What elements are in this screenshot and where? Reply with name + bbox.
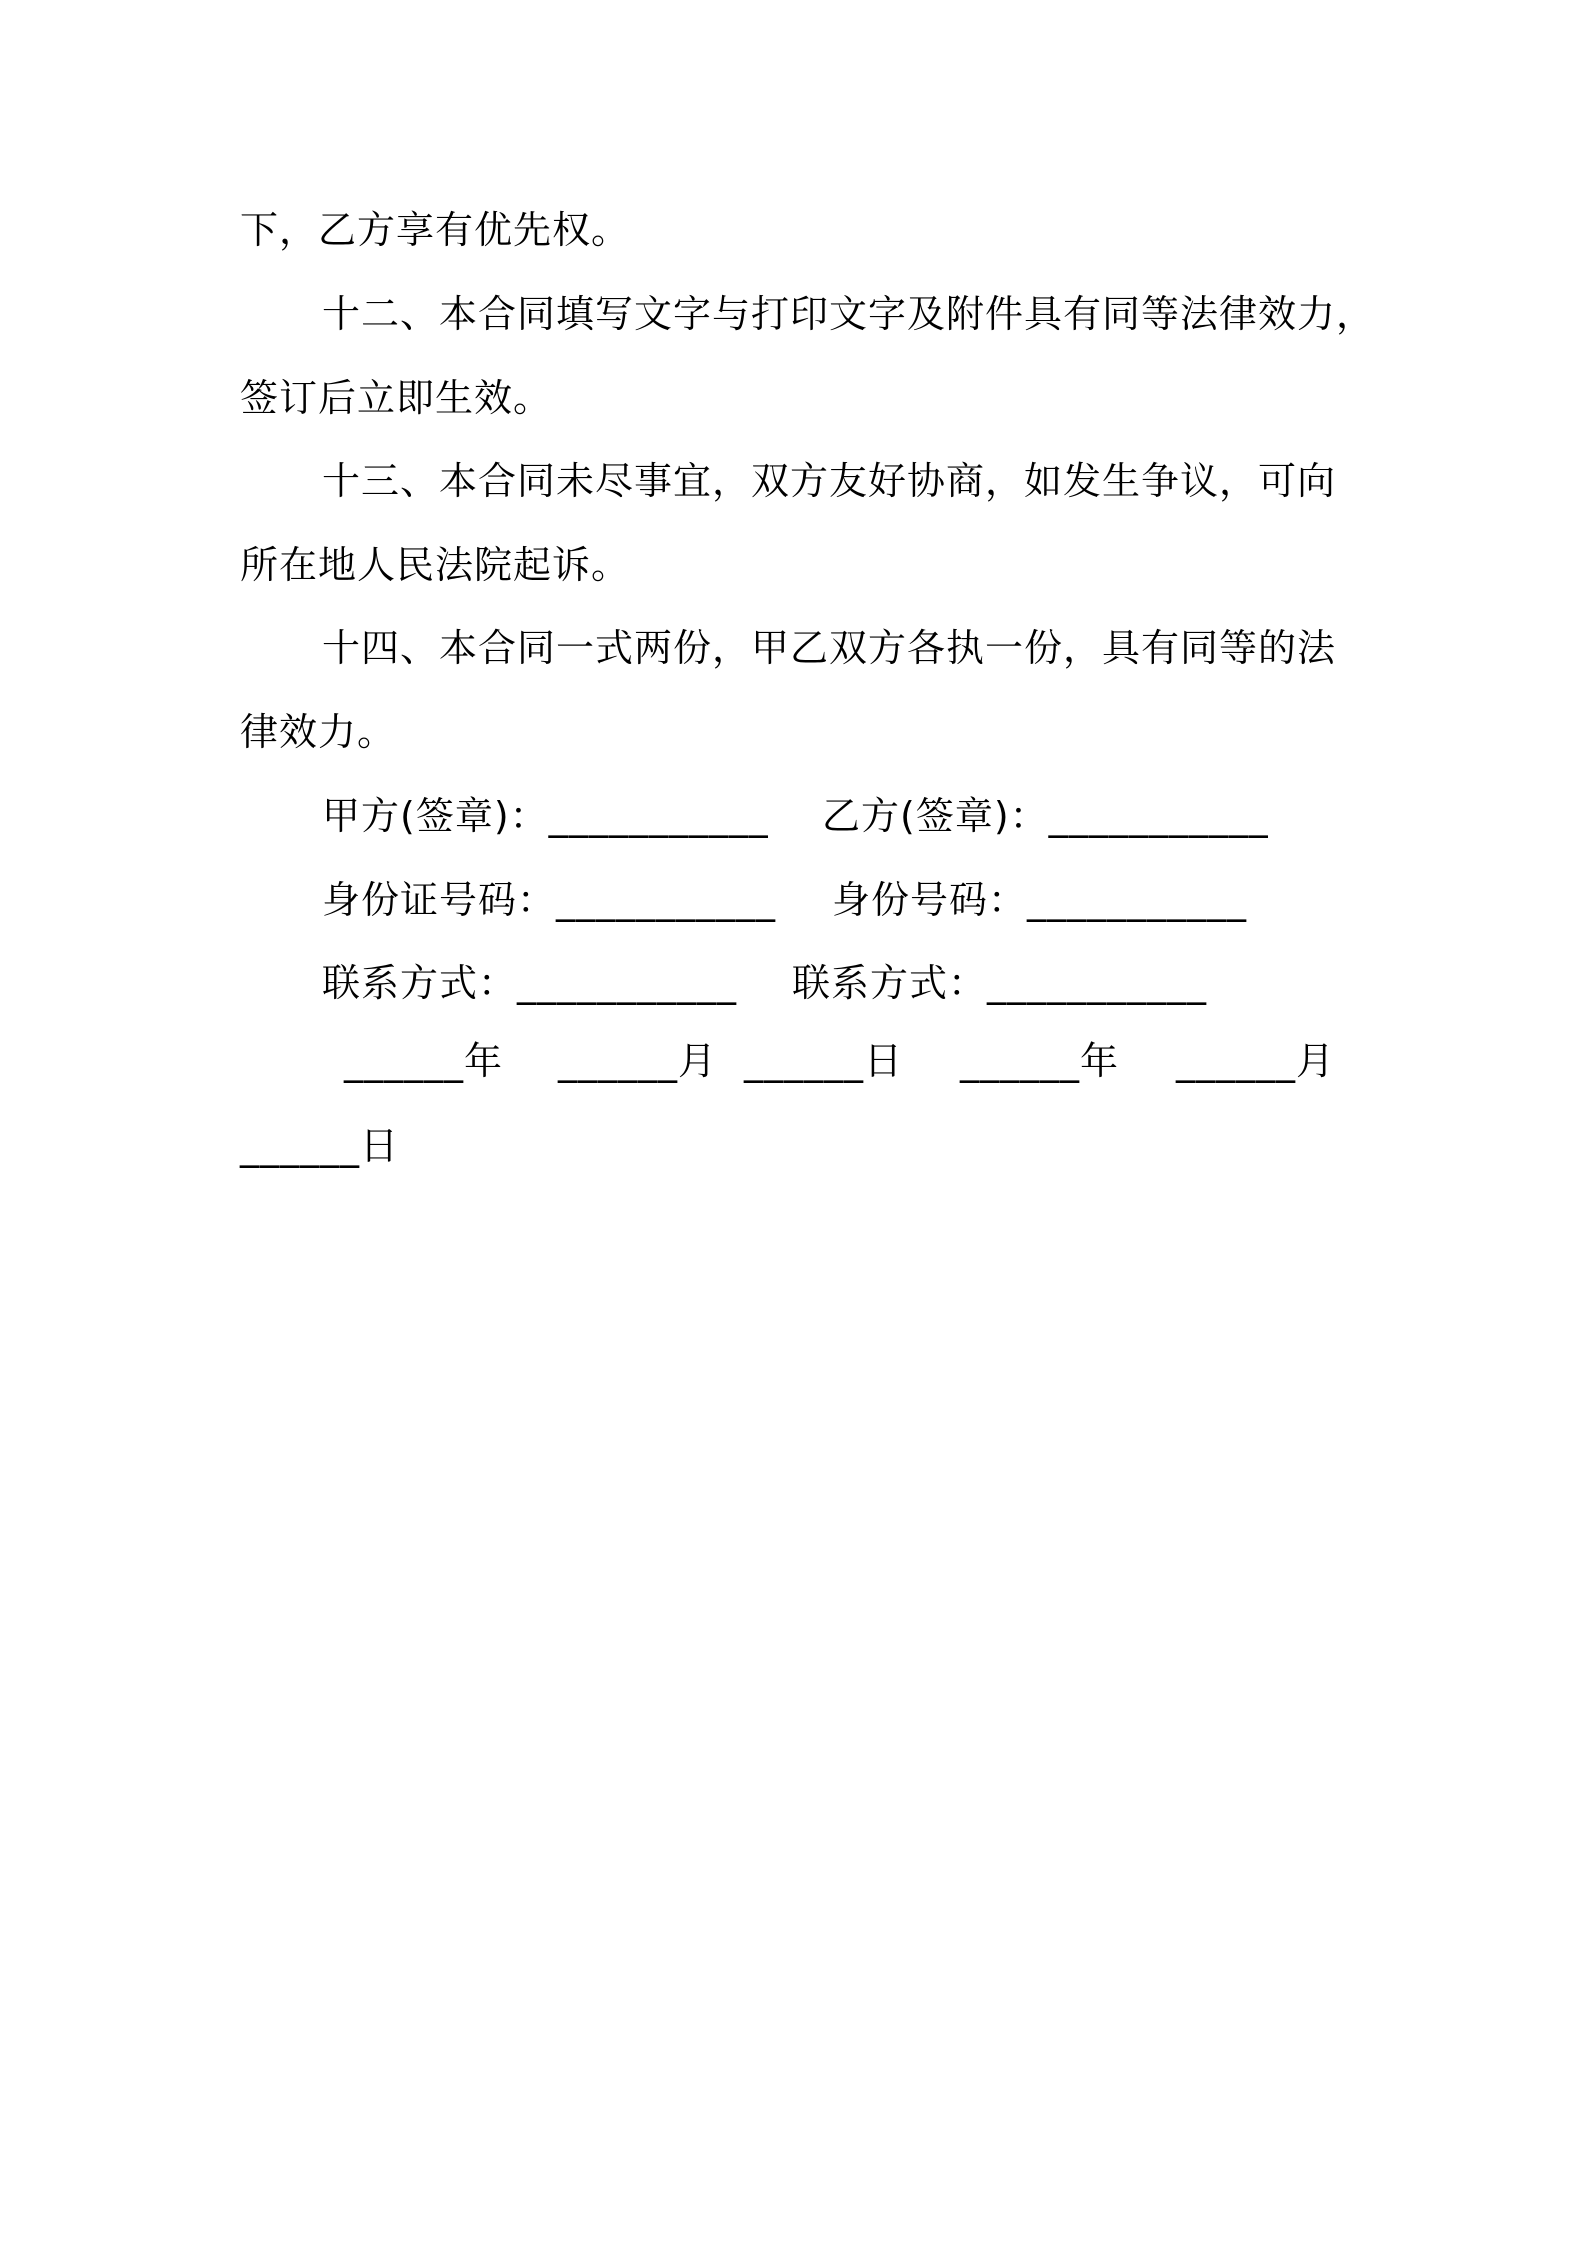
clause-14-line-1: 十四、本合同一式两份，甲乙双方各执一份，具有同等的法 [322, 626, 1337, 670]
party-b-contact: 联系方式：___________ [792, 961, 1208, 1005]
party-a-year: ______年 [344, 1039, 504, 1083]
party-a-contact: 联系方式：___________ [322, 961, 738, 1005]
party-b-year: ______年 [960, 1039, 1120, 1083]
clause-13-line-1: 十三、本合同未尽事宜，双方友好协商，如发生争议，可向 [322, 459, 1337, 503]
clause-14-line-2: 律效力。 [240, 710, 397, 754]
party-a-signature: 甲方(签章)：___________ [322, 794, 769, 838]
clause-12-line-2: 签订后立即生效。 [240, 376, 553, 420]
signature-row-contact [0, 959, 1586, 1007]
party-a-month: ______月 [558, 1039, 718, 1083]
party-a-id-number: 身份证号码：___________ [322, 878, 777, 922]
party-b-signature: 乙方(签章)：___________ [822, 794, 1269, 838]
date-row [0, 1037, 1586, 1085]
clause-12-line-1: 十二、本合同填写文字与打印文字及附件具有同等法律效力， [322, 292, 1376, 336]
party-b-id-number: 身份号码：___________ [832, 878, 1248, 922]
clause-13-line-2: 所在地人民法院起诉。 [240, 543, 631, 587]
party-a-day: ______日 [744, 1039, 904, 1083]
party-b-day: ______日 [240, 1124, 400, 1168]
paragraph-line: 下，乙方享有优先权。 [240, 208, 631, 252]
party-b-month: ______月 [1176, 1039, 1336, 1083]
signature-row-party [0, 792, 1586, 840]
signature-row-id [0, 876, 1586, 924]
